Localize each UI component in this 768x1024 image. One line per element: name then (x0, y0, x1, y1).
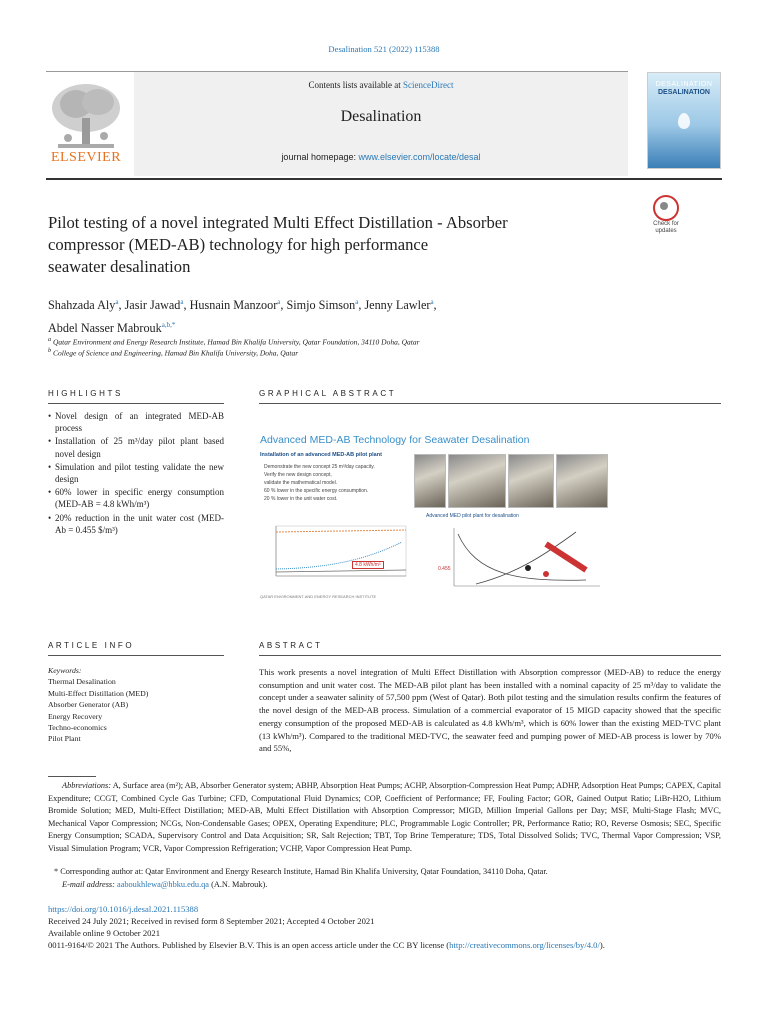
abstract-heading: ABSTRACT (259, 641, 323, 650)
highlight-item: • 20% reduction in the unit water cost (MED-Ab = 0.455 $/m³) (55, 512, 224, 536)
affiliation-text: Qatar Environment and Energy Research Institute, Hamad Bin Khalifa University, Qatar Foundation, 34110 Doha, Qatar (53, 337, 420, 347)
keyword: Energy Recovery (48, 711, 103, 721)
ga-price-label: 0.455 (438, 566, 451, 572)
author-sup[interactable]: a (115, 298, 119, 306)
corresponding-author-note: * Corresponding author at: Qatar Environment and Energy Research Institute, Hamad Bin Khalifa University, Qatar Foundation, 34110 Doha, Qatar. (54, 867, 548, 876)
ga-cost-chart (436, 524, 606, 594)
author-sup[interactable]: a,b,* (161, 321, 176, 330)
abbreviations-text: A, Surface area (m²); AB, Absorber Generator system; ABHP, Absorption Heat Pumps; ACHP, Absorption-Compression Heat Pump; ADHP, Adsorption Heat Pumps; CAPEX, Capital Expenditure; CCGT, Combined Cycle Gas Turbine; CFD, Computational Fluid Dynamics; COP, Coefficient of Performance; FF, Fouling Factor; GOR, Gained Output Ratio; LiBr-H2O, Lithium Bromide Solution; MED, Multi-Effect Distillation; MED-AB, Multi Effect Distillation with Absorption Compressor; MIGD, Million Imperial Gallons per Day; MSF, Multi-Stage Flash; MVC, Mechanical Vapor Compression; NCGs, Non-Condensable Gases; OPEX, Operating Expenditure; PLC, Programmable Logic Controller; PR, Performance Ratio; RO, Reverse Osmosis; SEC, Specific Energy Consumption; SCADA, Supervisory Control and Data Acquisition; SR, Salt Rejection; TBT, Top Brine Temperature; TDS, Total Dissolved Solids; TVC, Thermal Vapor Compression; VSP, Visual Simulation Program; VCR, Vapor Compression Refrigeration; VCHP, Vapor Compression Heat Pump. (48, 781, 721, 853)
cover-title: DESALINATION (655, 81, 713, 88)
author-sup[interactable]: a (180, 298, 184, 306)
ga-pilot-caption: Advanced MED pilot plant for desalination (426, 513, 519, 519)
contents-line (134, 80, 628, 90)
highlight-item: • Novel design of an integrated MED-AB process (55, 410, 224, 434)
pilot-plant-photo (414, 454, 446, 508)
license-prefix: 0011-9164/© 2021 The Authors. Published by Elsevier B.V. This is an open access article under the CC BY license ( (48, 940, 450, 950)
affiliation-sup: a (48, 336, 52, 343)
author-name[interactable]: Abdel Nasser Mabrouk (48, 321, 162, 336)
keyword: Techno-economics (48, 723, 107, 733)
ga-chart-label: 4.8 kWh/m³ (352, 561, 384, 569)
graphical-abstract-heading: GRAPHICAL ABSTRACT (259, 389, 397, 398)
cover-subtitle: DESALINATION (658, 89, 710, 96)
ga-footer: QATAR ENVIRONMENT AND ENERGY RESEARCH INSTITUTE (260, 594, 377, 599)
affiliation (48, 347, 708, 358)
header-bottom-rule (46, 178, 722, 180)
pilot-plant-photo (556, 454, 608, 508)
keywords-block (48, 665, 238, 745)
keyword: Multi-Effect Distillation (MED) (48, 688, 149, 698)
author-list: Shahzada Aly$^a$, Jasir Jawad$^a$, Husnain Manzoor$^a$, Simjo Simson$^a$, Jenny Lawler$^a$, Abdel Nasser Mabrouk$^{a,b,*}$ (48, 298, 437, 336)
author-name[interactable]: Jenny Lawler (364, 298, 431, 313)
highlight-item: • 60% lower in specific energy consumption (MED-AB = 4.8 kWh/m³) (55, 486, 224, 510)
affiliation-text: College of Science and Engineering, Hamad Bin Khalifa University, Doha, Qatar (53, 348, 299, 358)
keywords-label: Keywords: (48, 666, 82, 675)
contents-prefix: Contents lists available at (308, 80, 403, 90)
license-line (48, 940, 728, 950)
title-line: Pilot testing of a novel integrated Multi Effect Distillation - Absorber (48, 213, 508, 232)
abbreviations-footnote (48, 780, 721, 855)
homepage-link[interactable]: www.elsevier.com/locate/desal (358, 152, 481, 162)
section-rule (259, 403, 721, 404)
ga-subtitle: Installation of an advanced MED-AB pilot plant (260, 452, 382, 458)
highlights-heading: HIGHLIGHTS (48, 389, 123, 398)
affiliation-sup: b (48, 347, 52, 354)
section-rule (48, 403, 224, 404)
keyword: Thermal Desalination (48, 677, 116, 687)
ga-bullet: 60 % lower in the specific energy consumption. (264, 488, 369, 494)
author-sup[interactable]: a (355, 298, 359, 306)
highlights-list (48, 410, 224, 537)
footnote-rule (48, 776, 96, 777)
water-drop-icon (678, 113, 690, 129)
check-for-updates-button[interactable] (648, 195, 684, 234)
received-dates: Received 24 July 2021; Received in revised form 8 September 2021; Accepted 4 October 2021 (48, 916, 375, 926)
ga-bullet: Demonstrate the new concept 25 m³/day capacity. (264, 464, 375, 470)
article-info-heading: ARTICLE INFO (48, 641, 135, 650)
author-name[interactable]: Jasir Jawad (124, 298, 181, 313)
title-line: seawater desalination (48, 257, 191, 276)
sciencedirect-link[interactable]: ScienceDirect (403, 80, 454, 90)
article-title (48, 212, 608, 278)
author-sup[interactable]: a (430, 298, 434, 306)
pilot-plant-photo (508, 454, 554, 508)
journal-cover[interactable] (647, 72, 721, 169)
check-updates-label: Check for updates (653, 221, 679, 234)
ga-bullet: Verify the new design concept, (264, 472, 332, 478)
abbreviations-label: Abbreviations: (62, 781, 112, 790)
graphical-abstract-figure[interactable] (258, 420, 622, 608)
doi-link[interactable]: https://doi.org/10.1016/j.desal.2021.115388 (48, 904, 199, 914)
license-suffix: ). (599, 940, 605, 950)
author-name[interactable]: Husnain Manzoor (189, 298, 278, 313)
journal-name: Desalination (340, 108, 422, 125)
affiliation (48, 336, 708, 347)
author-name[interactable]: Shahzada Aly (48, 298, 116, 313)
journal-homepage (134, 152, 628, 162)
license-link[interactable]: http://creativecommons.org/licenses/by/4.0/ (449, 940, 600, 950)
elsevier-wordmark: ELSEVIER (50, 150, 122, 165)
keyword: Absorber Generator (AB) (48, 700, 129, 710)
pilot-plant-photo (448, 454, 506, 508)
ga-bullet: 20 % lower in the unit water cost. (264, 496, 338, 502)
highlight-item: • Installation of 25 m³/day pilot plant based novel design (55, 435, 224, 459)
keyword: Pilot Plant (48, 734, 81, 744)
highlight-item: • Simulation and pilot testing validate the new design (55, 461, 224, 485)
ga-bullet: validate the mathematical model. (264, 480, 338, 486)
section-rule (48, 655, 224, 656)
homepage-prefix: journal homepage: (281, 152, 359, 162)
section-rule (259, 655, 721, 656)
ga-title: Advanced MED-AB Technology for Seawater Desalination (260, 434, 530, 446)
email-suffix: (A.N. Mabrouk). (211, 880, 268, 889)
email-link[interactable]: aaboukhlewa@hbku.edu.qa (117, 880, 209, 889)
check-updates-icon (653, 195, 679, 221)
available-online: Available online 9 October 2021 (48, 928, 161, 938)
ga-energy-chart (262, 524, 412, 590)
journal-citation[interactable]: Desalination 521 (2022) 115388 (328, 44, 440, 54)
email-line (48, 880, 742, 889)
abstract-text: This work presents a novel integration of Multi Effect Distillation with Absorption compressor (MED-AB) to reduce the energy consumption and unit water cost. The MED-AB pilot plant has been installed with a nominal capacity of 25 m³/day to validate the concept under a seawater salinity of 57,500 ppm (West of Qatar). Both pilot testing and the simulation results confirm the features of the novel design of the MED-AB process. Simulation of a commercial evaporator of 15 MIGD capacity showed that the specific energy consumption of the proposed MED-AB is calculated as 4.8 kWh/m³, which is 60% lower than the existing MED-TVC plant (13 kWh/m³). Compared to the traditional MED-TVC, the seawater feed and pumping power of MED-AB process is lower by 70% and 55%, (259, 667, 721, 754)
author-name[interactable]: Simjo Simson (286, 298, 356, 313)
email-label: E-mail address: (62, 880, 115, 889)
author-sup[interactable]: a (277, 298, 281, 306)
title-line: compressor (MED-AB) technology for high performance (48, 235, 429, 254)
